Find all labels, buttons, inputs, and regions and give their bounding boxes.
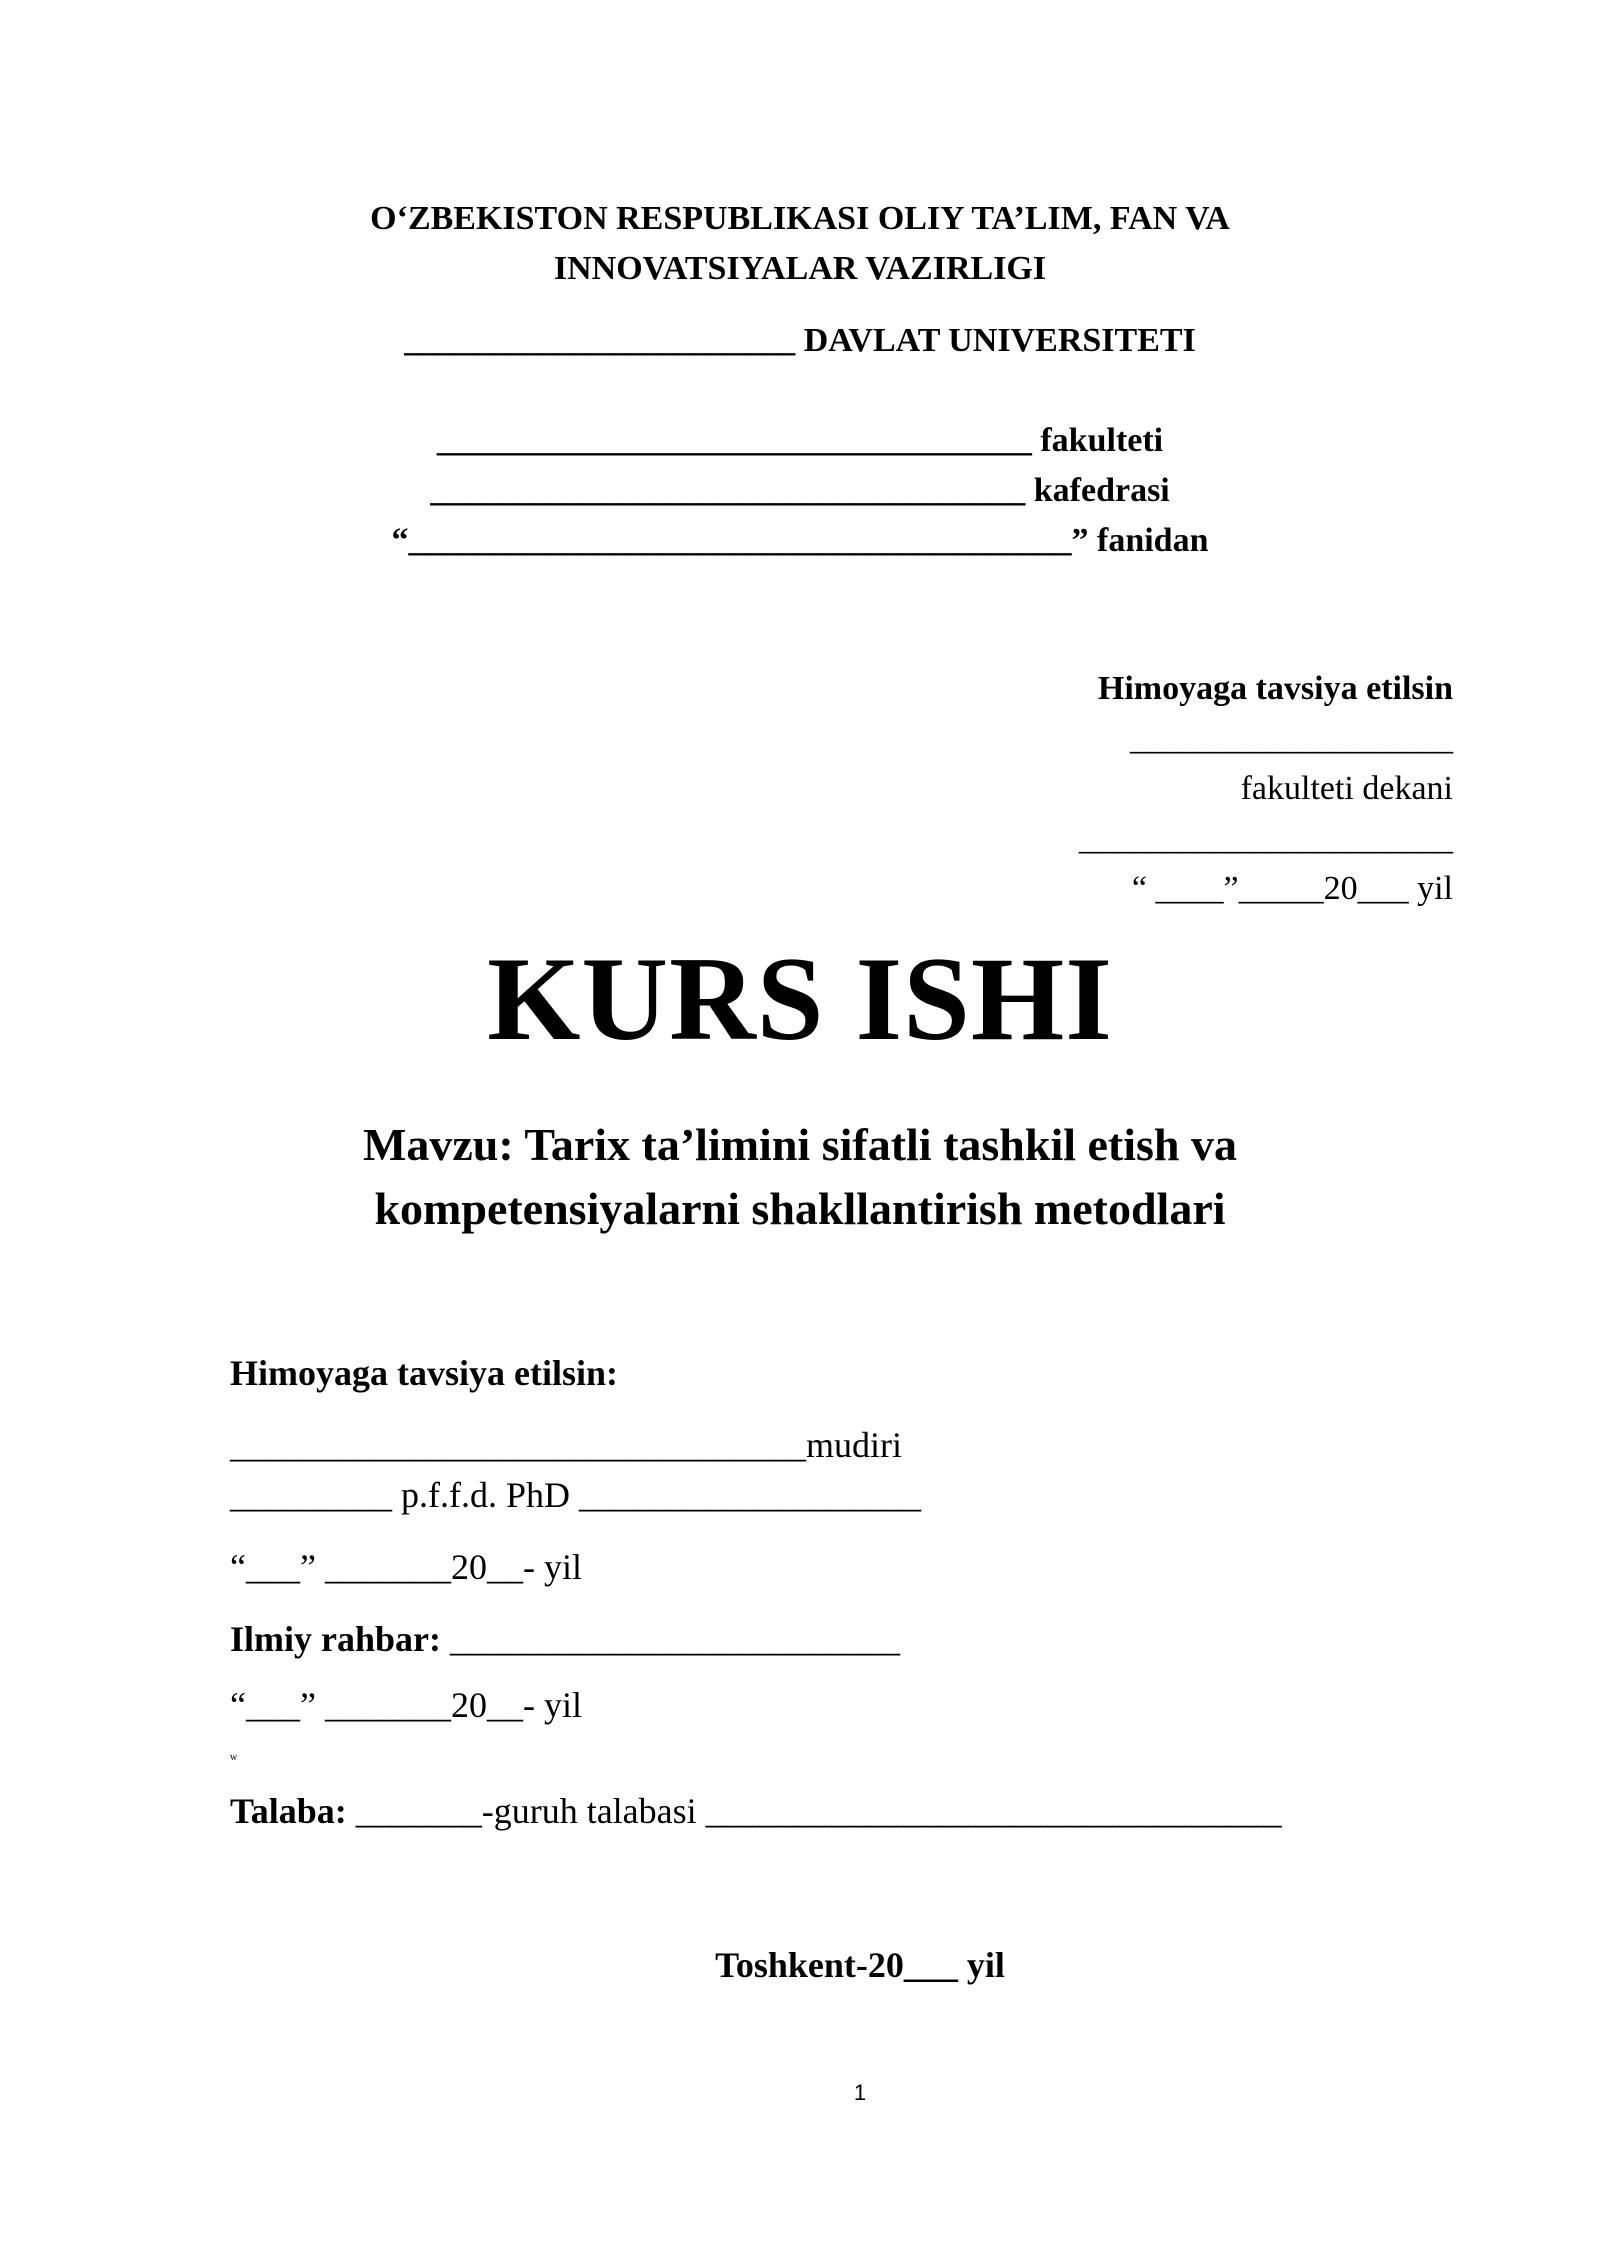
student-blank: _______-guruh talabasi ________________________________ bbox=[346, 1791, 1282, 1831]
student-line bbox=[230, 1790, 1282, 1832]
stray-mark: w bbox=[230, 1752, 238, 1763]
department-line: ___________________________________ kafedrasi bbox=[430, 472, 1170, 509]
approval-date-2: “___” _______20__- yil bbox=[230, 1685, 582, 1725]
approval-left-heading: Himoyaga tavsiya etilsin: bbox=[230, 1353, 618, 1393]
approval-date-1: “___” _______20__- yil bbox=[230, 1547, 582, 1587]
subject-line: “_______________________________________” fanidan bbox=[391, 522, 1209, 559]
topic-line-2: kompetensiyalarni shakllantirish metodlari bbox=[374, 1183, 1226, 1234]
degree-line: _________ p.f.f.d. PhD ___________________ bbox=[230, 1475, 921, 1515]
supervisor-line bbox=[230, 1618, 900, 1660]
supervisor-label: Ilmiy rahbar: bbox=[230, 1619, 441, 1659]
approval-right-date: “ ____”_____20___ yil bbox=[1131, 870, 1453, 907]
supervisor-blank: _________________________ bbox=[441, 1619, 900, 1659]
ministry-line-2: INNOVATSIYALAR VAZIRLIGI bbox=[553, 250, 1047, 287]
document-title: KURS ISHI bbox=[487, 932, 1113, 1065]
ministry-line-1: O‘ZBEKISTON RESPUBLIKASI OLIY TA’LIM, FAN VA bbox=[370, 200, 1230, 237]
page-number: 1 bbox=[853, 2080, 867, 2105]
student-label: Talaba: bbox=[230, 1791, 347, 1831]
approval-right-blank-2: ______________________ bbox=[1079, 820, 1453, 857]
approval-right-heading: Himoyaga tavsiya etilsin bbox=[1097, 670, 1453, 707]
city-year: Toshkent-20___ yil bbox=[715, 1945, 1005, 1985]
topic-line-1: Mavzu: Tarix ta’limini sifatli tashkil etish va bbox=[362, 1119, 1238, 1170]
approval-right-blank-1: ___________________ bbox=[1130, 720, 1453, 757]
dean-label: fakulteti dekani bbox=[1240, 770, 1453, 807]
head-of-dept-line: ________________________________mudiri bbox=[230, 1425, 902, 1465]
faculty-line: ___________________________________ fakulteti bbox=[436, 422, 1164, 459]
university-line: _______________________ DAVLAT UNIVERSITETI bbox=[404, 322, 1196, 359]
